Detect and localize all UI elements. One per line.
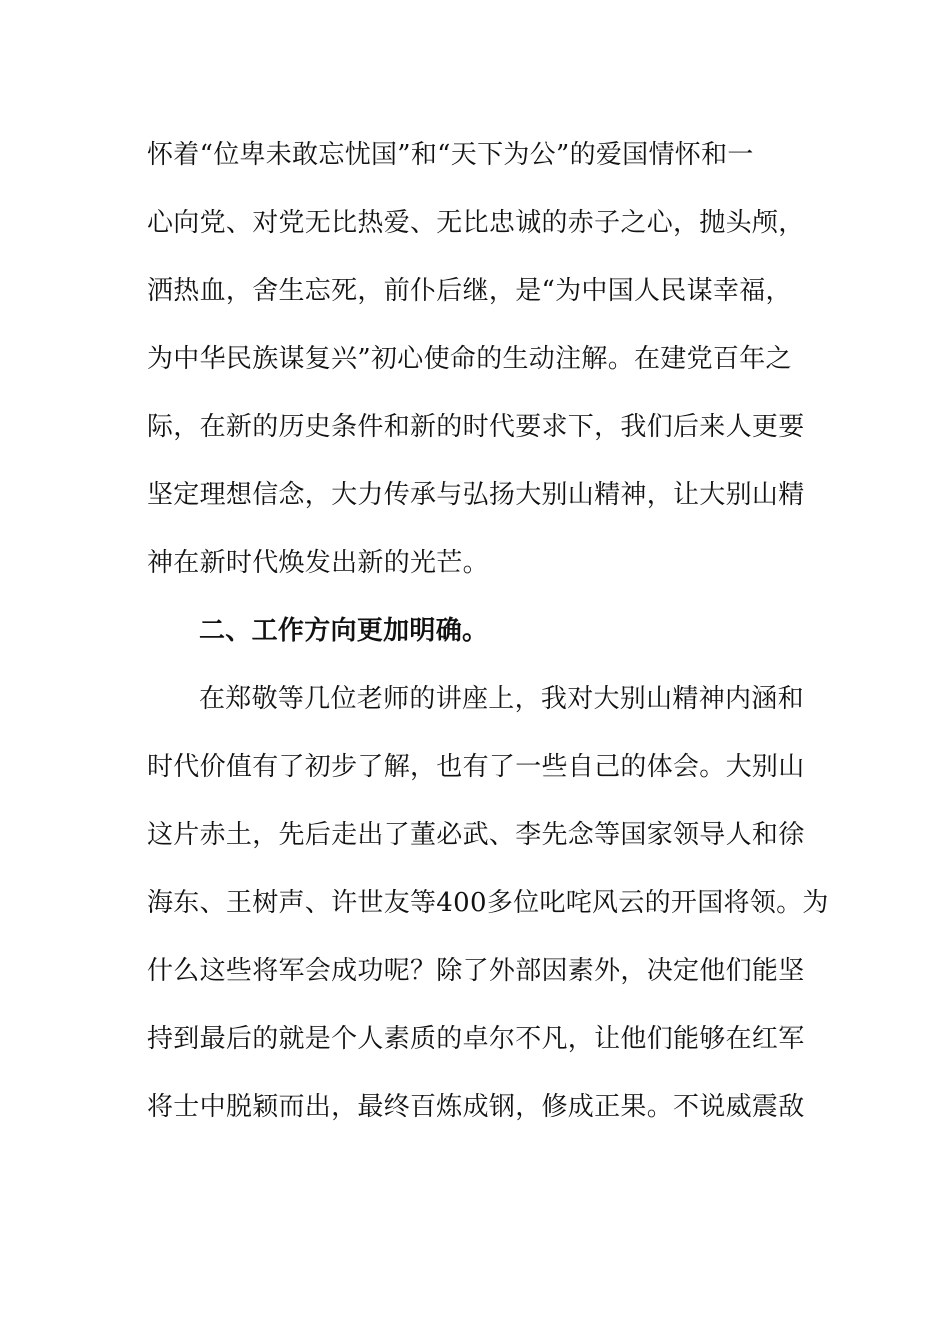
paragraph-line: 这片赤土，先后走出了董必武、李先念等国家领导人和徐 (147, 820, 805, 850)
paragraph-line: 什么这些将军会成功呢？除了外部因素外，决定他们能坚 (147, 956, 805, 986)
section-heading: 二、工作方向更加明确。 (199, 616, 489, 646)
paragraph-line: 坚定理想信念，大力传承与弘扬大别山精神，让大别山精 (147, 480, 805, 510)
paragraph-line: 为中华民族谋复兴”初心使命的生动注解。在建党百年之 (147, 344, 792, 374)
paragraph-line: 海东、王树声、许世友等400多位叱咤风云的开国将领。为 (147, 888, 829, 918)
paragraph-line: 持到最后的就是个人素质的卓尔不凡，让他们能够在红军 (147, 1024, 805, 1054)
paragraph-line: 将士中脱颖而出，最终百炼成钢，修成正果。不说威震敌 (147, 1092, 805, 1122)
paragraph-line: 洒热血，舍生忘死，前仆后继，是“为中国人民谋幸福， (147, 276, 792, 306)
paragraph-line: 在郑敬等几位老师的讲座上，我对大别山精神内涵和 (199, 684, 804, 714)
paragraph-line: 际，在新的历史条件和新的时代要求下，我们后来人更要 (147, 412, 805, 442)
paragraph-line: 心向党、对党无比热爱、无比忠诚的赤子之心，抛头颅， (147, 208, 805, 238)
paragraph-line: 神在新时代焕发出新的光芒。 (147, 548, 489, 578)
paragraph-line: 怀着“位卑未敢忘忧国”和“天下为公”的爱国情怀和一 (147, 140, 754, 170)
paragraph-line: 时代价值有了初步了解，也有了一些自己的体会。大别山 (147, 752, 805, 782)
